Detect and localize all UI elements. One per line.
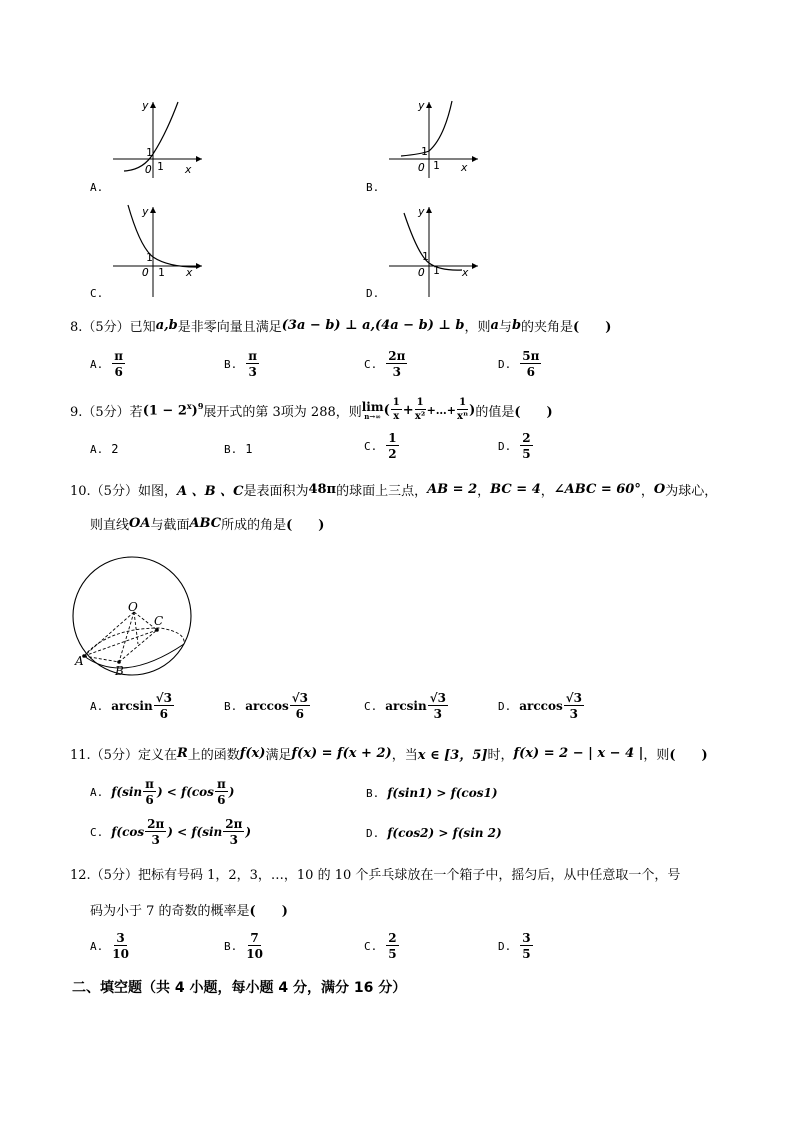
q10-oa: OA bbox=[129, 516, 151, 531]
q9-lim-close: ) bbox=[469, 402, 476, 418]
q12-option-c-letter: C. bbox=[364, 939, 378, 953]
fraction-denominator: xⁿ bbox=[457, 411, 469, 422]
sphere-label-o: O bbox=[128, 600, 138, 614]
q8-condition-text: 是非零向量且满足 bbox=[177, 320, 282, 335]
fraction-denominator: 3 bbox=[151, 833, 160, 847]
q9-limit: lim n→∞ ( $\frac{1}{x}$ + $\frac{1}{\text{x²}}$ +…+ $\frac{1}{\text{xⁿ}}$ ) bbox=[361, 397, 476, 422]
q8-with-text: 与 bbox=[498, 320, 512, 335]
q8-option-d-fraction bbox=[520, 350, 541, 378]
graph-d-y-label: y bbox=[418, 205, 425, 218]
q11-option-c-letter: C. bbox=[90, 825, 104, 839]
q11-domain: x ∈ [3，5] bbox=[417, 748, 488, 763]
sphere-label-c: C bbox=[154, 614, 164, 628]
q8-option-c-letter: C. bbox=[364, 357, 378, 371]
option-c-label: C. bbox=[90, 287, 104, 300]
question-12-line2 bbox=[90, 900, 288, 919]
q9-option-c-fraction bbox=[386, 432, 398, 460]
q8-vector-a: a bbox=[490, 318, 499, 333]
graph-b-y-label: y bbox=[418, 99, 425, 112]
q9-expr-close: ) bbox=[191, 403, 198, 419]
q11-option-a-part3: ) bbox=[228, 785, 235, 799]
q11-mid-1: 上的函数 bbox=[187, 748, 240, 763]
q10-line2-end: 所成的角是 bbox=[221, 518, 287, 533]
q12-option-b[interactable] bbox=[224, 932, 264, 960]
q9-term1 bbox=[391, 398, 402, 422]
q12-option-a-fraction bbox=[112, 932, 129, 960]
fraction-numerator: 2π bbox=[388, 349, 406, 363]
option-d-label: D. bbox=[366, 287, 380, 300]
sphere-label-a: A bbox=[75, 654, 84, 668]
q11-option-c-part3: ) bbox=[245, 825, 252, 839]
q11-option-b[interactable] bbox=[366, 786, 498, 800]
fraction-denominator: 6 bbox=[159, 707, 168, 721]
q10-ab: AB = 2 bbox=[427, 482, 478, 497]
q9-expr-exponent: 9 bbox=[197, 401, 204, 412]
fraction-numerator: 1 bbox=[388, 431, 397, 445]
graph-option-c bbox=[108, 203, 208, 299]
q11-fx: f(x) bbox=[239, 746, 266, 761]
graph-c-one-label: 1 bbox=[158, 266, 165, 279]
q11-option-a[interactable] bbox=[90, 778, 234, 806]
graph-c-one-y-label: 1 bbox=[146, 251, 153, 264]
q9-option-a[interactable] bbox=[90, 442, 118, 456]
q8-then-text: ，则 bbox=[464, 320, 491, 335]
q10-comma-3: ， bbox=[640, 484, 654, 499]
graph-a-one-label: 1 bbox=[157, 160, 164, 173]
q10-abc: ABC bbox=[189, 516, 222, 531]
fraction-numerator: 5π bbox=[522, 349, 540, 363]
q10-option-b[interactable] bbox=[224, 692, 311, 720]
q12-option-c-fraction bbox=[386, 932, 398, 960]
q12-option-a-letter: A. bbox=[90, 939, 104, 953]
graph-d-x-label: x bbox=[462, 266, 469, 279]
fraction-denominator: 6 bbox=[145, 793, 154, 807]
section-2-heading: 二、填空题（共 4 小题，每小题 4 分，满分 16 分） bbox=[72, 980, 407, 996]
q10-option-a[interactable] bbox=[90, 692, 175, 720]
sphere-label-b: B bbox=[115, 664, 124, 678]
q11-option-d-letter: D. bbox=[366, 826, 380, 840]
graph-b-x-label: x bbox=[461, 161, 468, 174]
fraction-numerator: 2π bbox=[147, 817, 165, 831]
q9-option-d-letter: D. bbox=[498, 439, 512, 453]
q12-option-d-fraction bbox=[520, 932, 532, 960]
q11-option-a-letter: A. bbox=[90, 785, 104, 799]
fraction-denominator: 3 bbox=[229, 833, 239, 847]
q8-vector-b: b bbox=[511, 318, 522, 333]
fraction-denominator: 2 bbox=[388, 447, 397, 461]
graph-a-one-y-label: 1 bbox=[146, 146, 153, 159]
option-b-label: B. bbox=[366, 181, 380, 194]
fraction-denominator: 3 bbox=[433, 707, 442, 721]
q12-option-b-fraction bbox=[246, 932, 263, 960]
q10-option-c-letter: C. bbox=[364, 699, 378, 713]
graph-d-one-label: 1 bbox=[433, 264, 440, 277]
fraction-denominator: x² bbox=[414, 411, 426, 422]
q8-option-c[interactable] bbox=[364, 350, 408, 378]
fraction-numerator: √3 bbox=[565, 691, 582, 705]
q9-dots: +…+ bbox=[426, 403, 457, 417]
q8-answer-blank: ( ) bbox=[573, 320, 612, 335]
q11-mid-2: 满足 bbox=[265, 748, 292, 763]
q9-option-b-value: 1 bbox=[245, 442, 253, 456]
q8-suffix: 的夹角是 bbox=[521, 320, 574, 335]
q10-option-b-fraction bbox=[290, 692, 310, 720]
q11-option-b-letter: B. bbox=[366, 786, 380, 800]
q12-option-d-letter: D. bbox=[498, 939, 512, 953]
q8-condition-formula: (3a − b) ⊥ a,(4a − b) ⊥ b bbox=[281, 318, 465, 333]
q10-option-b-function: arccos bbox=[245, 699, 289, 713]
q10-option-c-fraction bbox=[428, 692, 448, 720]
q10-option-d-letter: D. bbox=[498, 699, 512, 713]
q10-points: A 、B 、C bbox=[176, 484, 244, 499]
fraction-numerator: π bbox=[145, 777, 154, 791]
q9-option-c[interactable] bbox=[364, 432, 400, 460]
q8-option-c-fraction bbox=[386, 350, 407, 378]
fraction-denominator: 3 bbox=[569, 707, 579, 721]
q10-comma-2: ， bbox=[540, 484, 554, 499]
q10-option-c[interactable] bbox=[364, 692, 449, 720]
fraction-denominator: 6 bbox=[114, 365, 123, 379]
q9-option-a-letter: A. bbox=[90, 442, 104, 456]
q10-option-b-letter: B. bbox=[224, 699, 238, 713]
graph-a-origin-label: O bbox=[145, 163, 152, 176]
q10-option-d-function: arccos bbox=[519, 699, 563, 713]
q11-option-d-text: f(cos2) > f(sin 2) bbox=[387, 826, 502, 840]
q11-option-c-frac1 bbox=[145, 818, 166, 846]
fraction-numerator: 3 bbox=[116, 931, 125, 945]
q9-term3 bbox=[457, 398, 468, 422]
q9-option-d[interactable] bbox=[498, 432, 534, 460]
fraction-numerator: 1 bbox=[416, 397, 424, 408]
q10-option-a-function: arcsin bbox=[111, 699, 153, 713]
q12-line1-text: 12.（5分）把标有号码 1，2，3，…，10 的 10 个乒乓球放在一个箱子中，摇匀后，从中任意取一个，号 bbox=[70, 868, 681, 883]
q10-answer-blank: ( ) bbox=[286, 518, 325, 533]
q11-mid-5: ，则 bbox=[643, 748, 670, 763]
question-10-line2 bbox=[90, 514, 324, 533]
q9-option-d-fraction bbox=[520, 432, 532, 460]
fraction-numerator: 7 bbox=[250, 931, 259, 945]
question-8-stem bbox=[70, 316, 611, 335]
q11-option-a-frac2 bbox=[215, 778, 228, 806]
question-9-stem bbox=[70, 398, 553, 422]
q8-vectors: a,b bbox=[155, 318, 178, 333]
q10-prefix: 10.（5分）如图， bbox=[70, 484, 177, 499]
q11-option-b-text: f(sin1) > f(cos1) bbox=[387, 786, 498, 800]
q10-line1-end: 为球心， bbox=[665, 484, 718, 499]
fraction-numerator: 2 bbox=[522, 431, 531, 445]
option-a-label: A. bbox=[90, 181, 104, 194]
q9-option-b[interactable] bbox=[224, 442, 252, 456]
fraction-denominator: 6 bbox=[217, 793, 226, 807]
q9-option-a-value: 2 bbox=[111, 442, 119, 456]
q11-option-a-part2: ) < f(cos bbox=[156, 785, 214, 799]
q10-mid-text: 是表面积为 bbox=[243, 484, 309, 499]
q9-expression bbox=[143, 401, 204, 418]
graph-c-x-label: x bbox=[186, 266, 193, 279]
fraction-numerator: 1 bbox=[392, 397, 400, 408]
graph-c-origin-label: O bbox=[142, 266, 149, 279]
fraction-numerator: √3 bbox=[155, 691, 172, 705]
fraction-numerator: 2 bbox=[388, 931, 397, 945]
q10-area: 48π bbox=[308, 482, 337, 497]
q8-option-a[interactable] bbox=[90, 350, 126, 378]
q10-option-c-function: arcsin bbox=[385, 699, 427, 713]
fraction-denominator: 3 bbox=[392, 365, 401, 379]
q11-mid-4: 时， bbox=[487, 748, 514, 763]
fraction-denominator: 10 bbox=[112, 947, 129, 961]
q8-option-b-fraction bbox=[246, 350, 259, 378]
q8-option-d[interactable] bbox=[498, 350, 542, 378]
question-10-line1 bbox=[70, 480, 717, 499]
q12-option-d[interactable] bbox=[498, 932, 534, 960]
fraction-denominator: 6 bbox=[526, 365, 535, 379]
q9-term2 bbox=[415, 398, 426, 422]
q11-mid-3: ，当 bbox=[391, 748, 418, 763]
graph-option-d bbox=[384, 203, 484, 299]
fraction-numerator: 1 bbox=[459, 397, 467, 408]
q12-option-a[interactable] bbox=[90, 932, 130, 960]
fraction-numerator: 3 bbox=[522, 931, 531, 945]
question-12-line1 bbox=[70, 864, 680, 883]
q11-option-d[interactable] bbox=[366, 826, 502, 840]
q12-option-b-letter: B. bbox=[224, 939, 238, 953]
q9-lim-open: ( bbox=[383, 402, 390, 418]
q10-bc: BC = 4 bbox=[490, 482, 541, 497]
sphere-figure bbox=[68, 550, 198, 682]
fraction-denominator: 5 bbox=[388, 947, 397, 961]
q11-definition: f(x) = 2 − | x − 4 | bbox=[513, 746, 644, 761]
graph-b-one-label: 1 bbox=[433, 159, 440, 172]
graph-d-one-y-label: 1 bbox=[422, 250, 429, 263]
q11-option-c-part1: f(cos bbox=[111, 825, 145, 839]
graph-d-origin-label: O bbox=[418, 266, 425, 279]
graph-c-y-label: y bbox=[142, 205, 149, 218]
q11-option-c-frac2 bbox=[223, 818, 244, 846]
q9-suffix: 的值是 bbox=[475, 404, 515, 420]
q8-option-d-letter: D. bbox=[498, 357, 512, 371]
q8-option-b[interactable] bbox=[224, 350, 260, 378]
q11-option-c-part2: ) < f(sin bbox=[167, 825, 223, 839]
q12-line2-text: 码为小于 7 的奇数的概率是 bbox=[90, 904, 250, 919]
q9-expr-sup: x bbox=[186, 401, 192, 412]
q10-line2-prefix: 则直线 bbox=[90, 518, 130, 533]
fraction-numerator: π bbox=[114, 349, 124, 363]
q10-o: O bbox=[653, 482, 666, 497]
q10-mid-text-2: 的球面上三点， bbox=[336, 484, 428, 499]
fraction-numerator: 2π bbox=[225, 817, 243, 831]
q8-option-b-letter: B. bbox=[224, 357, 238, 371]
q10-comma-1: ， bbox=[477, 484, 491, 499]
q11-option-a-frac1 bbox=[143, 778, 156, 806]
question-11-stem bbox=[70, 744, 708, 763]
q9-lim-sub: n→∞ bbox=[364, 411, 382, 421]
fraction-denominator: 3 bbox=[248, 365, 257, 379]
q11-r: R bbox=[176, 746, 188, 761]
fraction-denominator: 5 bbox=[522, 447, 531, 461]
fraction-denominator: 5 bbox=[522, 947, 531, 961]
q12-option-c[interactable] bbox=[364, 932, 400, 960]
q9-answer-blank: ( ) bbox=[514, 404, 553, 420]
q8-prefix: 8.（5分）已知 bbox=[70, 320, 156, 335]
fraction-numerator: √3 bbox=[291, 691, 308, 705]
graph-a-x-label: x bbox=[185, 163, 192, 176]
q12-answer-blank: ( ) bbox=[249, 904, 288, 919]
q8-option-a-letter: A. bbox=[90, 357, 104, 371]
q8-option-a-fraction bbox=[112, 350, 125, 378]
graph-b-origin-label: O bbox=[418, 161, 425, 174]
q9-option-c-letter: C. bbox=[364, 439, 378, 453]
q10-option-d-fraction bbox=[564, 692, 584, 720]
q11-option-c[interactable] bbox=[90, 818, 251, 846]
graph-b-one-y-label: 1 bbox=[421, 145, 428, 158]
fraction-denominator: 10 bbox=[246, 947, 263, 961]
q10-angle: ∠ABC = 60° bbox=[553, 482, 641, 497]
q10-line2-mid: 与截面 bbox=[150, 518, 190, 533]
q10-option-a-fraction bbox=[154, 692, 174, 720]
q11-periodic-eq: f(x) = f(x + 2) bbox=[291, 746, 392, 761]
q9-lim-word: lim bbox=[361, 399, 384, 414]
q9-prefix: 9.（5分）若 bbox=[70, 404, 143, 420]
q10-option-d[interactable] bbox=[498, 692, 585, 720]
q9-mid-text: 展开式的第 3项为 288，则 bbox=[203, 404, 362, 420]
fraction-denominator: 6 bbox=[295, 707, 305, 721]
graph-a-y-label: y bbox=[142, 99, 149, 112]
q9-option-b-letter: B. bbox=[224, 442, 238, 456]
q10-option-a-letter: A. bbox=[90, 699, 104, 713]
fraction-numerator: π bbox=[248, 349, 258, 363]
fraction-denominator: x bbox=[393, 411, 400, 422]
q11-prefix: 11.（5分）定义在 bbox=[70, 748, 177, 763]
fraction-numerator: π bbox=[216, 777, 226, 791]
fraction-numerator: √3 bbox=[429, 691, 446, 705]
q9-expr-base: (1 − 2 bbox=[142, 403, 187, 419]
q11-option-a-part1: f(sin bbox=[111, 785, 143, 799]
q11-answer-blank: ( ) bbox=[669, 748, 708, 763]
